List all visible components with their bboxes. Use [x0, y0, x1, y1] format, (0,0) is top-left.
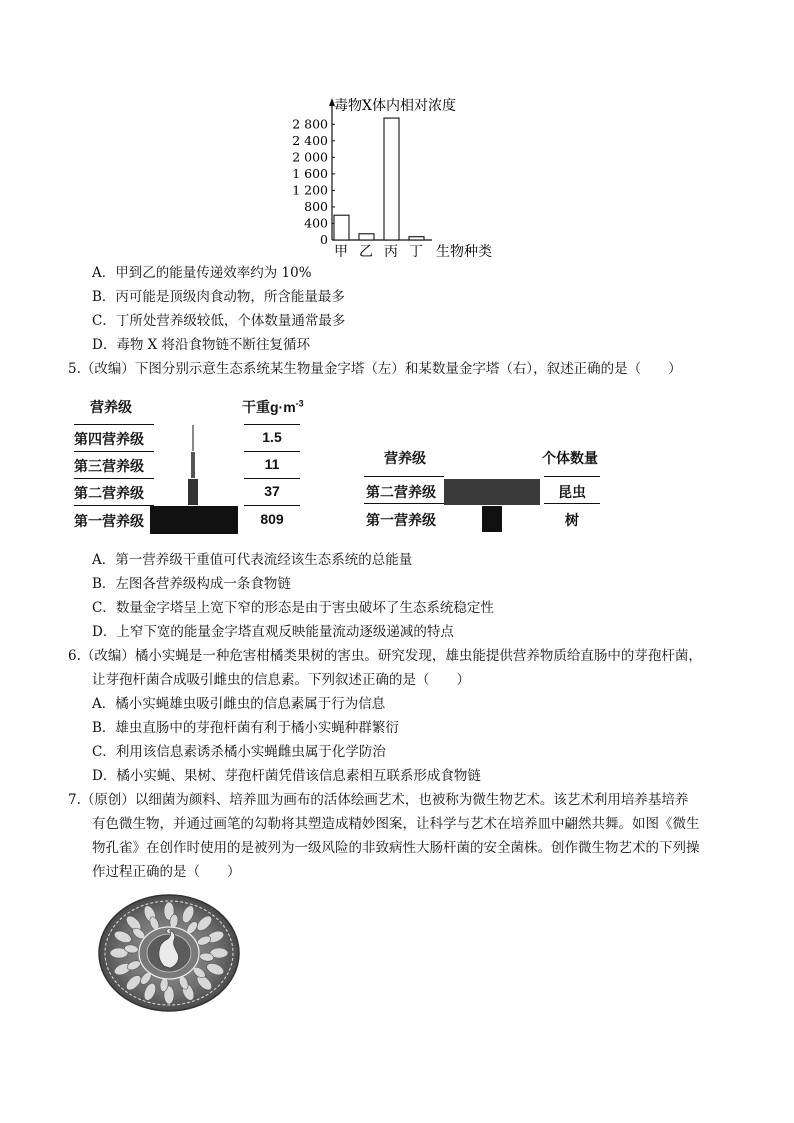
divider: [74, 505, 154, 506]
number-pyramid-figure: [364, 440, 624, 540]
bar-甲: [334, 215, 349, 240]
q6-stem-line-1: 6.（改编）橘小实蝇是一种危害柑橘类果树的害虫。研究发现，雄虫能提供营养物质给直肠中的芽孢杆菌，: [68, 648, 702, 664]
biomass-bar-level-1: [150, 506, 238, 534]
left-value-2: 37: [264, 483, 280, 499]
x-tick-label: 乙: [359, 244, 373, 260]
right-value-2: 昆虫: [558, 484, 586, 500]
chart-y-axis-label: 毒物X体内相对浓度: [334, 98, 456, 114]
right-level-2: 第二营养级: [366, 484, 436, 500]
right-level-1: 第一营养级: [366, 512, 436, 528]
bar-丁: [409, 237, 424, 240]
q6-option-d[interactable]: D．橘小实蝇、果树、芽孢杆菌凭借该信息素相互联系形成食物链: [92, 768, 481, 784]
toxin-concentration-bar-chart: [292, 92, 530, 260]
divider: [244, 451, 300, 452]
biomass-bar-level-3: [191, 452, 195, 478]
q6-option-a[interactable]: A．橘小实蝇雄虫吸引雌虫的信息素属于行为信息: [92, 696, 386, 712]
y-tick-label: 1 200: [292, 182, 328, 198]
chart-x-axis-label: 生物种类: [436, 244, 492, 260]
q5-option-b[interactable]: B．左图各营养级构成一条食物链: [92, 576, 291, 592]
left-level-1: 第一营养级: [74, 513, 144, 529]
q6-option-b[interactable]: B．雄虫直肠中的芽孢杆菌有利于橘小实蝇种群繁衍: [92, 720, 399, 736]
y-tick-label: 400: [304, 215, 328, 231]
y-tick-label: 2 800: [292, 116, 328, 132]
y-tick-label: 2 000: [292, 149, 328, 165]
divider: [364, 476, 444, 477]
divider: [244, 478, 300, 479]
left-level-3: 第三营养级: [74, 458, 144, 474]
left-level-4: 第四营养级: [74, 431, 144, 447]
y-tick-label: 1 600: [292, 165, 328, 181]
q4-option-d[interactable]: D．毒物 X 将沿食物链不断往复循环: [92, 337, 311, 353]
left-level-header: 营养级: [90, 399, 132, 415]
q7-stem-line-3: 物孔雀》在创作时使用的是被列为一级风险的非致病性大肠杆菌的安全菌株。创作微生物艺术的下列操: [92, 840, 700, 856]
divider: [74, 424, 154, 425]
q6-option-c[interactable]: C．利用该信息素诱杀橘小实蝇雌虫属于化学防治: [92, 744, 386, 760]
q5-option-a[interactable]: A．第一营养级干重值可代表流经该生态系统的总能量: [92, 552, 413, 568]
left-value-header-text: 干重g·m: [242, 399, 296, 415]
q7-stem-line-2: 有色微生物，并通过画笔的勾勒将其塑造成精妙图案，让科学与艺术在培养皿中翩然共舞。如图《微生: [92, 816, 700, 832]
left-value-header-sup: -3: [295, 398, 304, 409]
divider: [544, 476, 600, 477]
left-value-3: 11: [264, 456, 280, 472]
q6-stem-line-2: 让芽孢杆菌合成吸引雌虫的信息素。下列叙述正确的是（ ）: [92, 672, 470, 688]
q4-option-b[interactable]: B．丙可能是顶级肉食动物，所含能量最多: [92, 289, 345, 305]
divider: [74, 478, 154, 479]
divider: [244, 424, 300, 425]
left-value-4: 1.5: [262, 429, 282, 445]
q4-option-c[interactable]: C．丁所处营养级较低，个体数量通常最多: [92, 313, 346, 329]
right-level-header: 营养级: [384, 450, 426, 466]
bar-乙: [359, 234, 374, 240]
x-tick-label: 甲: [334, 244, 348, 260]
biomass-bar-level-4: [192, 425, 194, 451]
left-level-2: 第二营养级: [74, 485, 144, 501]
q5-stem: 5.（改编）下图分别示意生态系统某生物量金字塔（左）和某数量金字塔（右），叙述正确的是（ ）: [68, 361, 682, 377]
q5-option-c[interactable]: C．数量金字塔呈上宽下窄的形态是由于害虫破坏了生态系统稳定性: [92, 600, 494, 616]
number-bar-level-2: [444, 479, 540, 505]
biomass-bar-level-2: [188, 479, 198, 505]
x-tick-label: 丁: [409, 244, 423, 260]
y-tick-label: 800: [304, 198, 328, 214]
y-tick-label: 0: [320, 232, 328, 247]
q4-option-a[interactable]: A．甲到乙的能量传递效率约为 10%: [92, 265, 312, 281]
number-bar-level-1: [482, 506, 502, 532]
divider: [74, 451, 154, 452]
bar-丙: [384, 118, 399, 240]
q7-stem-line-1: 7.（原创）以细菌为颜料、培养皿为画布的活体绘画艺术，也被称为微生物艺术。该艺术利用培养基培养: [68, 792, 689, 808]
divider: [364, 503, 444, 504]
y-tick-label: 2 400: [292, 132, 328, 148]
x-tick-label: 丙: [384, 244, 398, 260]
left-value-1: 809: [260, 511, 284, 527]
q7-stem-line-4: 作过程正确的是（ ）: [92, 864, 241, 880]
divider: [544, 503, 600, 504]
right-value-header: 个体数量: [542, 450, 598, 466]
microbial-peacock-petri-dish-image: [98, 894, 240, 1012]
divider: [244, 505, 300, 506]
q5-option-d[interactable]: D．上窄下宽的能量金字塔直观反映能量流动逐级递减的特点: [92, 624, 454, 640]
right-value-1: 树: [565, 512, 579, 528]
biomass-pyramid-figure: [70, 392, 310, 537]
left-value-header: [242, 397, 304, 417]
